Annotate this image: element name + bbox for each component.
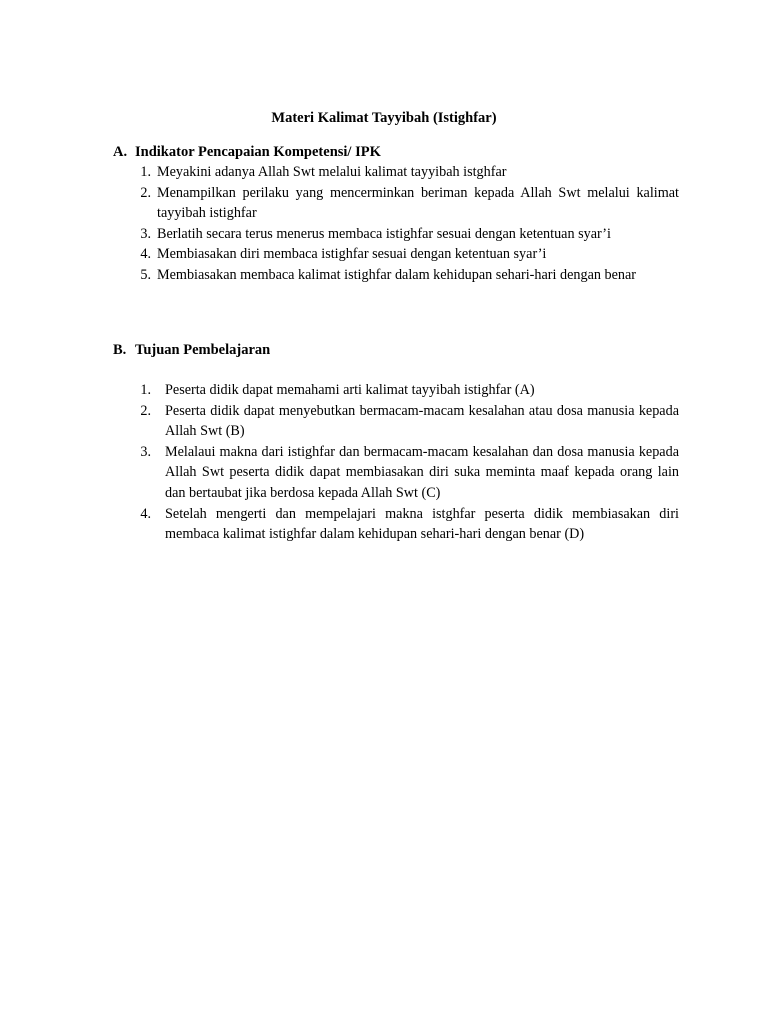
list-text: Peserta didik dapat memahami arti kalimat tayyibah istighfar (A) (165, 382, 535, 398)
indikator-list (135, 162, 679, 286)
list-item (135, 265, 679, 286)
list-text: Berlatih secara terus menerus membaca istighfar sesuai dengan ketentuan syar’i (157, 225, 611, 242)
list-text: Membiasakan diri membaca istighfar sesuai dengan ketentuan syar’i (157, 246, 547, 263)
section-heading (113, 142, 679, 162)
section-letter: A. (113, 144, 128, 160)
list-text: Meyakini adanya Allah Swt melalui kalimat tayyibah istghfar (157, 164, 507, 180)
list-number: 1. (140, 164, 151, 180)
list-number: 3. (140, 225, 151, 242)
list-number: 4. (140, 246, 151, 263)
list-number: 1. (140, 382, 151, 398)
tujuan-list (135, 380, 679, 545)
section-tujuan-heading (113, 340, 679, 360)
list-number: 3. (140, 443, 151, 460)
list-text: Menampilkan perilaku yang mencerminkan beriman kepada Allah Swt melalui kalimat tayyibah istighfar (157, 184, 679, 222)
list-item (135, 442, 679, 504)
list-item (135, 183, 679, 224)
section-heading-text: Indikator Pencapaian Kompetensi/ IPK (135, 144, 381, 160)
section-letter: B. (113, 342, 127, 358)
list-number: 2. (140, 184, 151, 201)
list-item (135, 162, 679, 183)
list-text: Peserta didik dapat menyebutkan bermacam-macam kesalahan atau dosa manusia kepada Allah Swt (B) (165, 402, 679, 440)
document-title: Materi Kalimat Tayyibah (Istighfar) (271, 110, 497, 126)
section-heading-text: Tujuan Pembelajaran (135, 342, 271, 358)
list-item (135, 504, 679, 545)
list-text: Setelah mengerti dan mempelajari makna istghfar peserta didik membiasakan diri membaca kalimat istighfar dalam kehidupan sehari-hari dengan benar (D) (165, 505, 679, 543)
list-item (135, 224, 679, 245)
list-number: 5. (140, 266, 151, 283)
list-number: 2. (140, 402, 151, 419)
list-number: 4. (140, 505, 151, 522)
list-text: Melalaui makna dari istighfar dan bermacam-macam kesalahan dan dosa manusia kepada Allah Swt peserta didik dapat membiasakan diri suka meminta maaf kepada orang lain dan bertaubat jika berdosa kepada Allah Swt (C) (165, 443, 679, 501)
list-item (135, 244, 679, 265)
list-item (135, 380, 679, 401)
list-text: Membiasakan membaca kalimat istighfar dalam kehidupan sehari-hari dengan benar (157, 266, 637, 283)
section-indikator (113, 142, 679, 286)
list-item (135, 401, 679, 442)
